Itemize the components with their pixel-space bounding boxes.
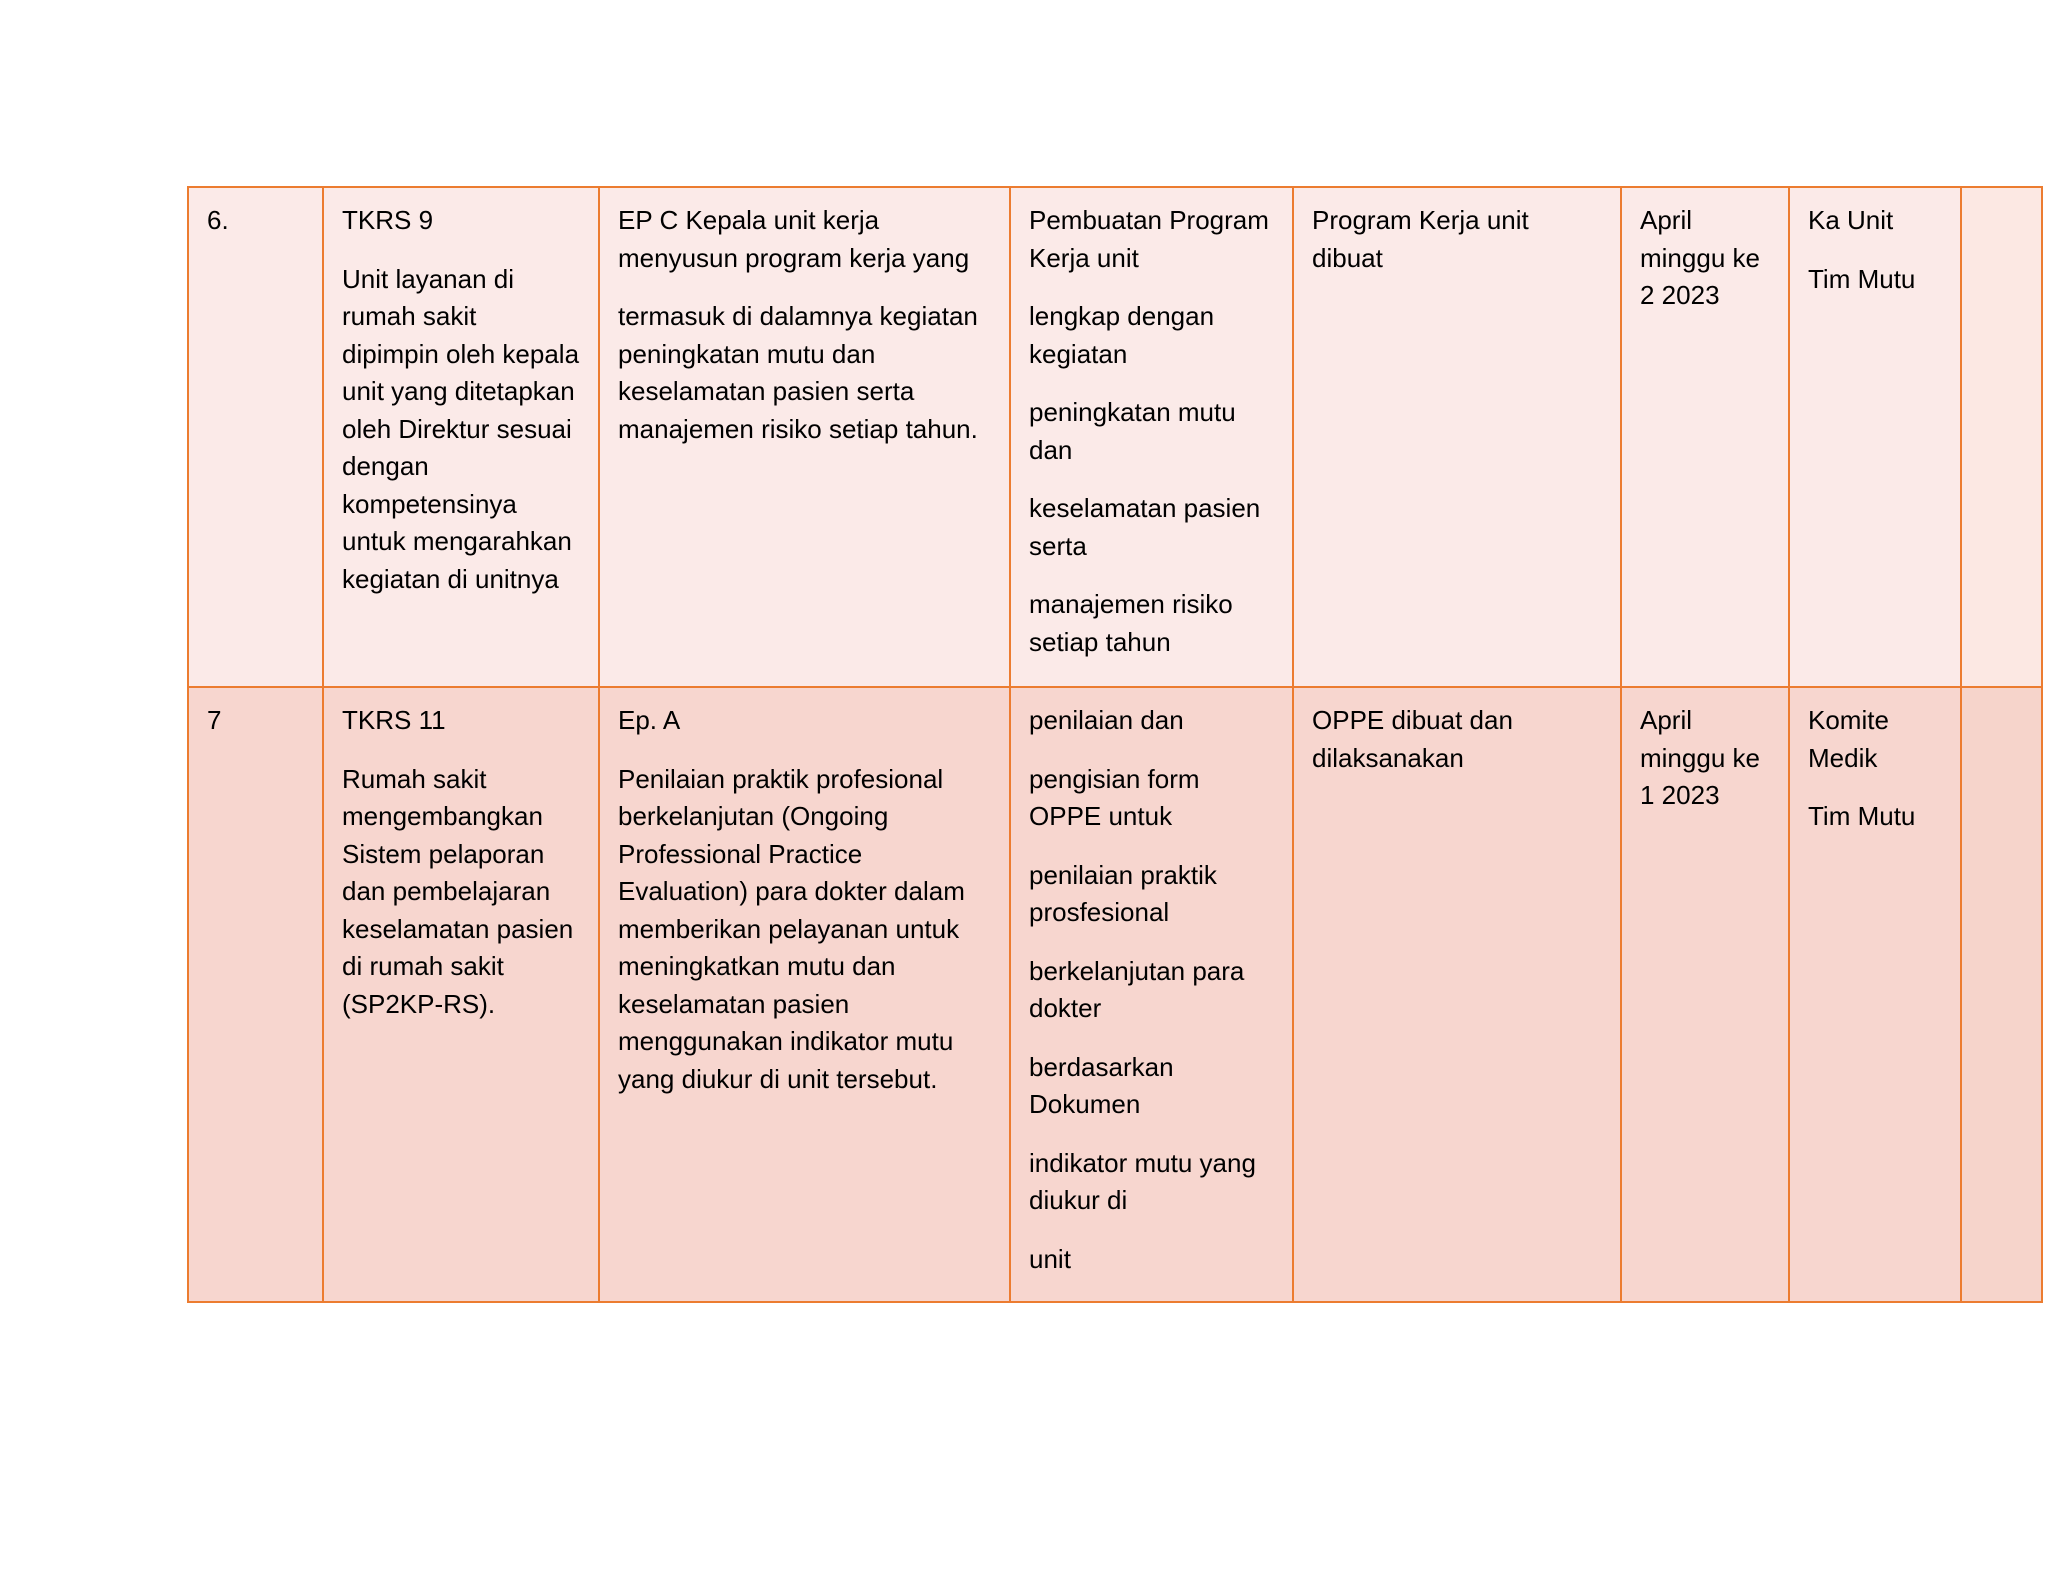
cell-activity [1010,687,1293,1302]
standard-code: TKRS 9 [342,205,434,235]
cell-extra [1961,187,2042,687]
row-number: 7 [207,705,222,735]
activity-text: pengisian form OPPE untuk [1029,763,1200,831]
responsible-text: Komite Medik [1808,705,1889,773]
cell-schedule [1621,687,1789,1302]
responsible-text: Tim Mutu [1808,263,1916,294]
cell-extra [1961,687,2042,1302]
activity-text: indikator mutu yang diukur di [1029,1147,1256,1215]
cell-standard [323,187,599,687]
table-row [188,687,2042,1302]
cell-element [599,687,1010,1302]
responsible-text: Tim Mutu [1808,801,1916,831]
cell-schedule [1621,187,1789,687]
cell-number [188,187,323,687]
activity-text: keselamatan pasien serta [1029,493,1261,561]
element-text: EP C Kepala unit kerja menyusun program kerja yang [618,205,970,273]
element-text: Ep. A [618,705,681,735]
activity-text: Pembuatan Program Kerja unit [1029,205,1269,273]
activity-text: unit [1029,1243,1071,1274]
standard-text: Rumah sakit mengembangkan Sistem pelaporan dan pembelajaran keselamatan pasien di rumah sakit (SP2KP-RS). [342,763,574,1019]
cell-output [1293,687,1621,1302]
activity-text: penilaian dan [1029,705,1184,735]
responsible-text: Ka Unit [1808,205,1894,235]
cell-number [188,687,323,1302]
activity-text: lengkap dengan kegiatan [1029,301,1215,369]
activity-text: manajemen risiko setiap tahun [1029,589,1233,657]
cell-output [1293,187,1621,687]
output-text: Program Kerja unit dibuat [1312,205,1529,273]
cell-responsible [1789,687,1961,1302]
activity-text: penilaian praktik prosfesional [1029,859,1217,927]
element-text: termasuk di dalamnya kegiatan peningkatan mutu dan keselamatan pasien serta manajemen risiko setiap tahun. [618,301,978,444]
activity-text: berkelanjutan para dokter [1029,955,1245,1023]
schedule-text: April minggu ke 2 2023 [1640,205,1760,310]
element-text: Penilaian praktik profesional berkelanjutan (Ongoing Professional Practice Evaluation) para dokter dalam memberikan pelayanan untuk meningkatkan mutu dan keselamatan pasien menggunakan indikator mutu yang diukur di unit tersebut. [618,763,965,1094]
activity-text: peningkatan mutu dan [1029,397,1236,465]
row-number: 6. [207,205,229,235]
cell-standard [323,687,599,1302]
table-row [188,187,2042,687]
activity-text: berdasarkan Dokumen [1029,1051,1174,1119]
output-text: OPPE dibuat dan dilaksanakan [1312,705,1513,773]
standard-code: TKRS 11 [342,705,446,735]
cell-responsible [1789,187,1961,687]
cell-activity [1010,187,1293,687]
schedule-text: April minggu ke 1 2023 [1640,705,1760,810]
work-plan-table [187,186,2043,1303]
standard-text: Unit layanan di rumah sakit dipimpin oleh kepala unit yang ditetapkan oleh Direktur sesuai dengan kompetensinya untuk mengarahkan kegiatan di unitnya [342,263,580,594]
cell-element [599,187,1010,687]
